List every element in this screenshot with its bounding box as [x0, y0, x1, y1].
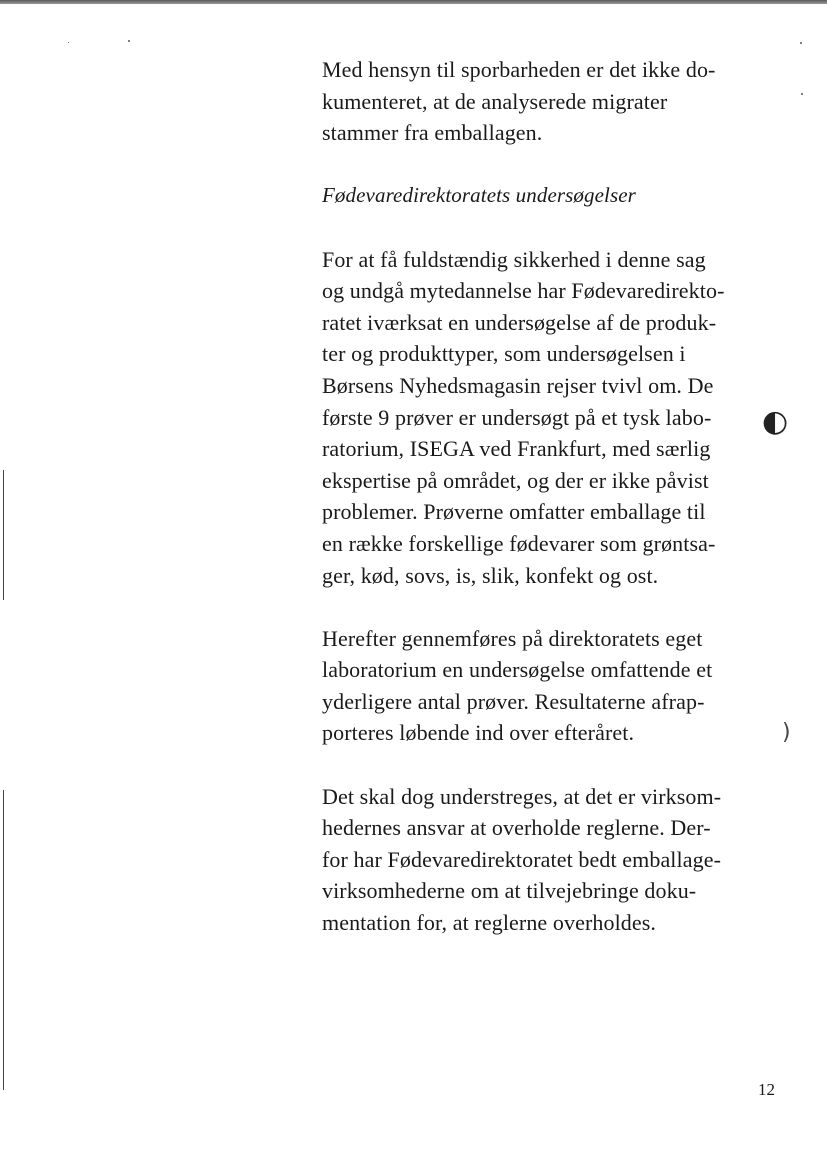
paragraph-responsibility: Det skal dog understreges, at det er virksom- hedernes ansvar at overholde reglerne. Der- for har Fødevaredirektoratet bedt emballage- virksomhederne om at tilvejebringe doku- mentation for, at reglerne overholdes.: [322, 783, 722, 936]
scan-left-edge-upper: [3, 470, 4, 600]
paragraph-further-tests: Herefter gennemføres på direktoratets eget laboratorium en undersøgelse omfattende et yderligere antal prøver. Resultaterne afrap- porteres løbende ind over efteråret.: [322, 625, 713, 746]
paragraph-investigation: For at få fuldstændig sikkerhed i denne sag og undgå mytedannelse har Fødevaredirekto- ratet iværksat en undersøgelse af de produk- ter og produkttyper, som undersøgelsen i Børsens Nyhedsmagasin rejser tvivl om. De første 9 prøver er undersøgt på et tysk labo- ratorium, ISEGA ved Frankfurt, med særlig ekspertise på området, og der er ikke påvist problemer. Prøverne omfatter emballage til en række forskellige fødevarer som grøntsa- ger, kød, sovs, is, slik, konfekt og ost.: [322, 246, 725, 588]
section-heading: Fødevaredirektoratets undersøgelser: [322, 183, 636, 208]
paragraph-traceability: Med hensyn til sporbarheden er det ikke do- kumenteret, at de analyserede migrater stammer fra emballagen.: [322, 57, 716, 146]
scan-speck: [801, 93, 803, 95]
scan-top-edge: [0, 0, 827, 4]
body-text-column: [322, 54, 774, 939]
scan-speck: [68, 42, 69, 43]
page-number: 12: [758, 1080, 775, 1099]
punch-hole-mark: ): [782, 720, 791, 745]
scan-left-edge-lower: [3, 790, 4, 1090]
scan-speck: [800, 42, 802, 44]
punch-hole-mark: ◐: [762, 404, 789, 439]
scan-speck: [128, 40, 130, 42]
